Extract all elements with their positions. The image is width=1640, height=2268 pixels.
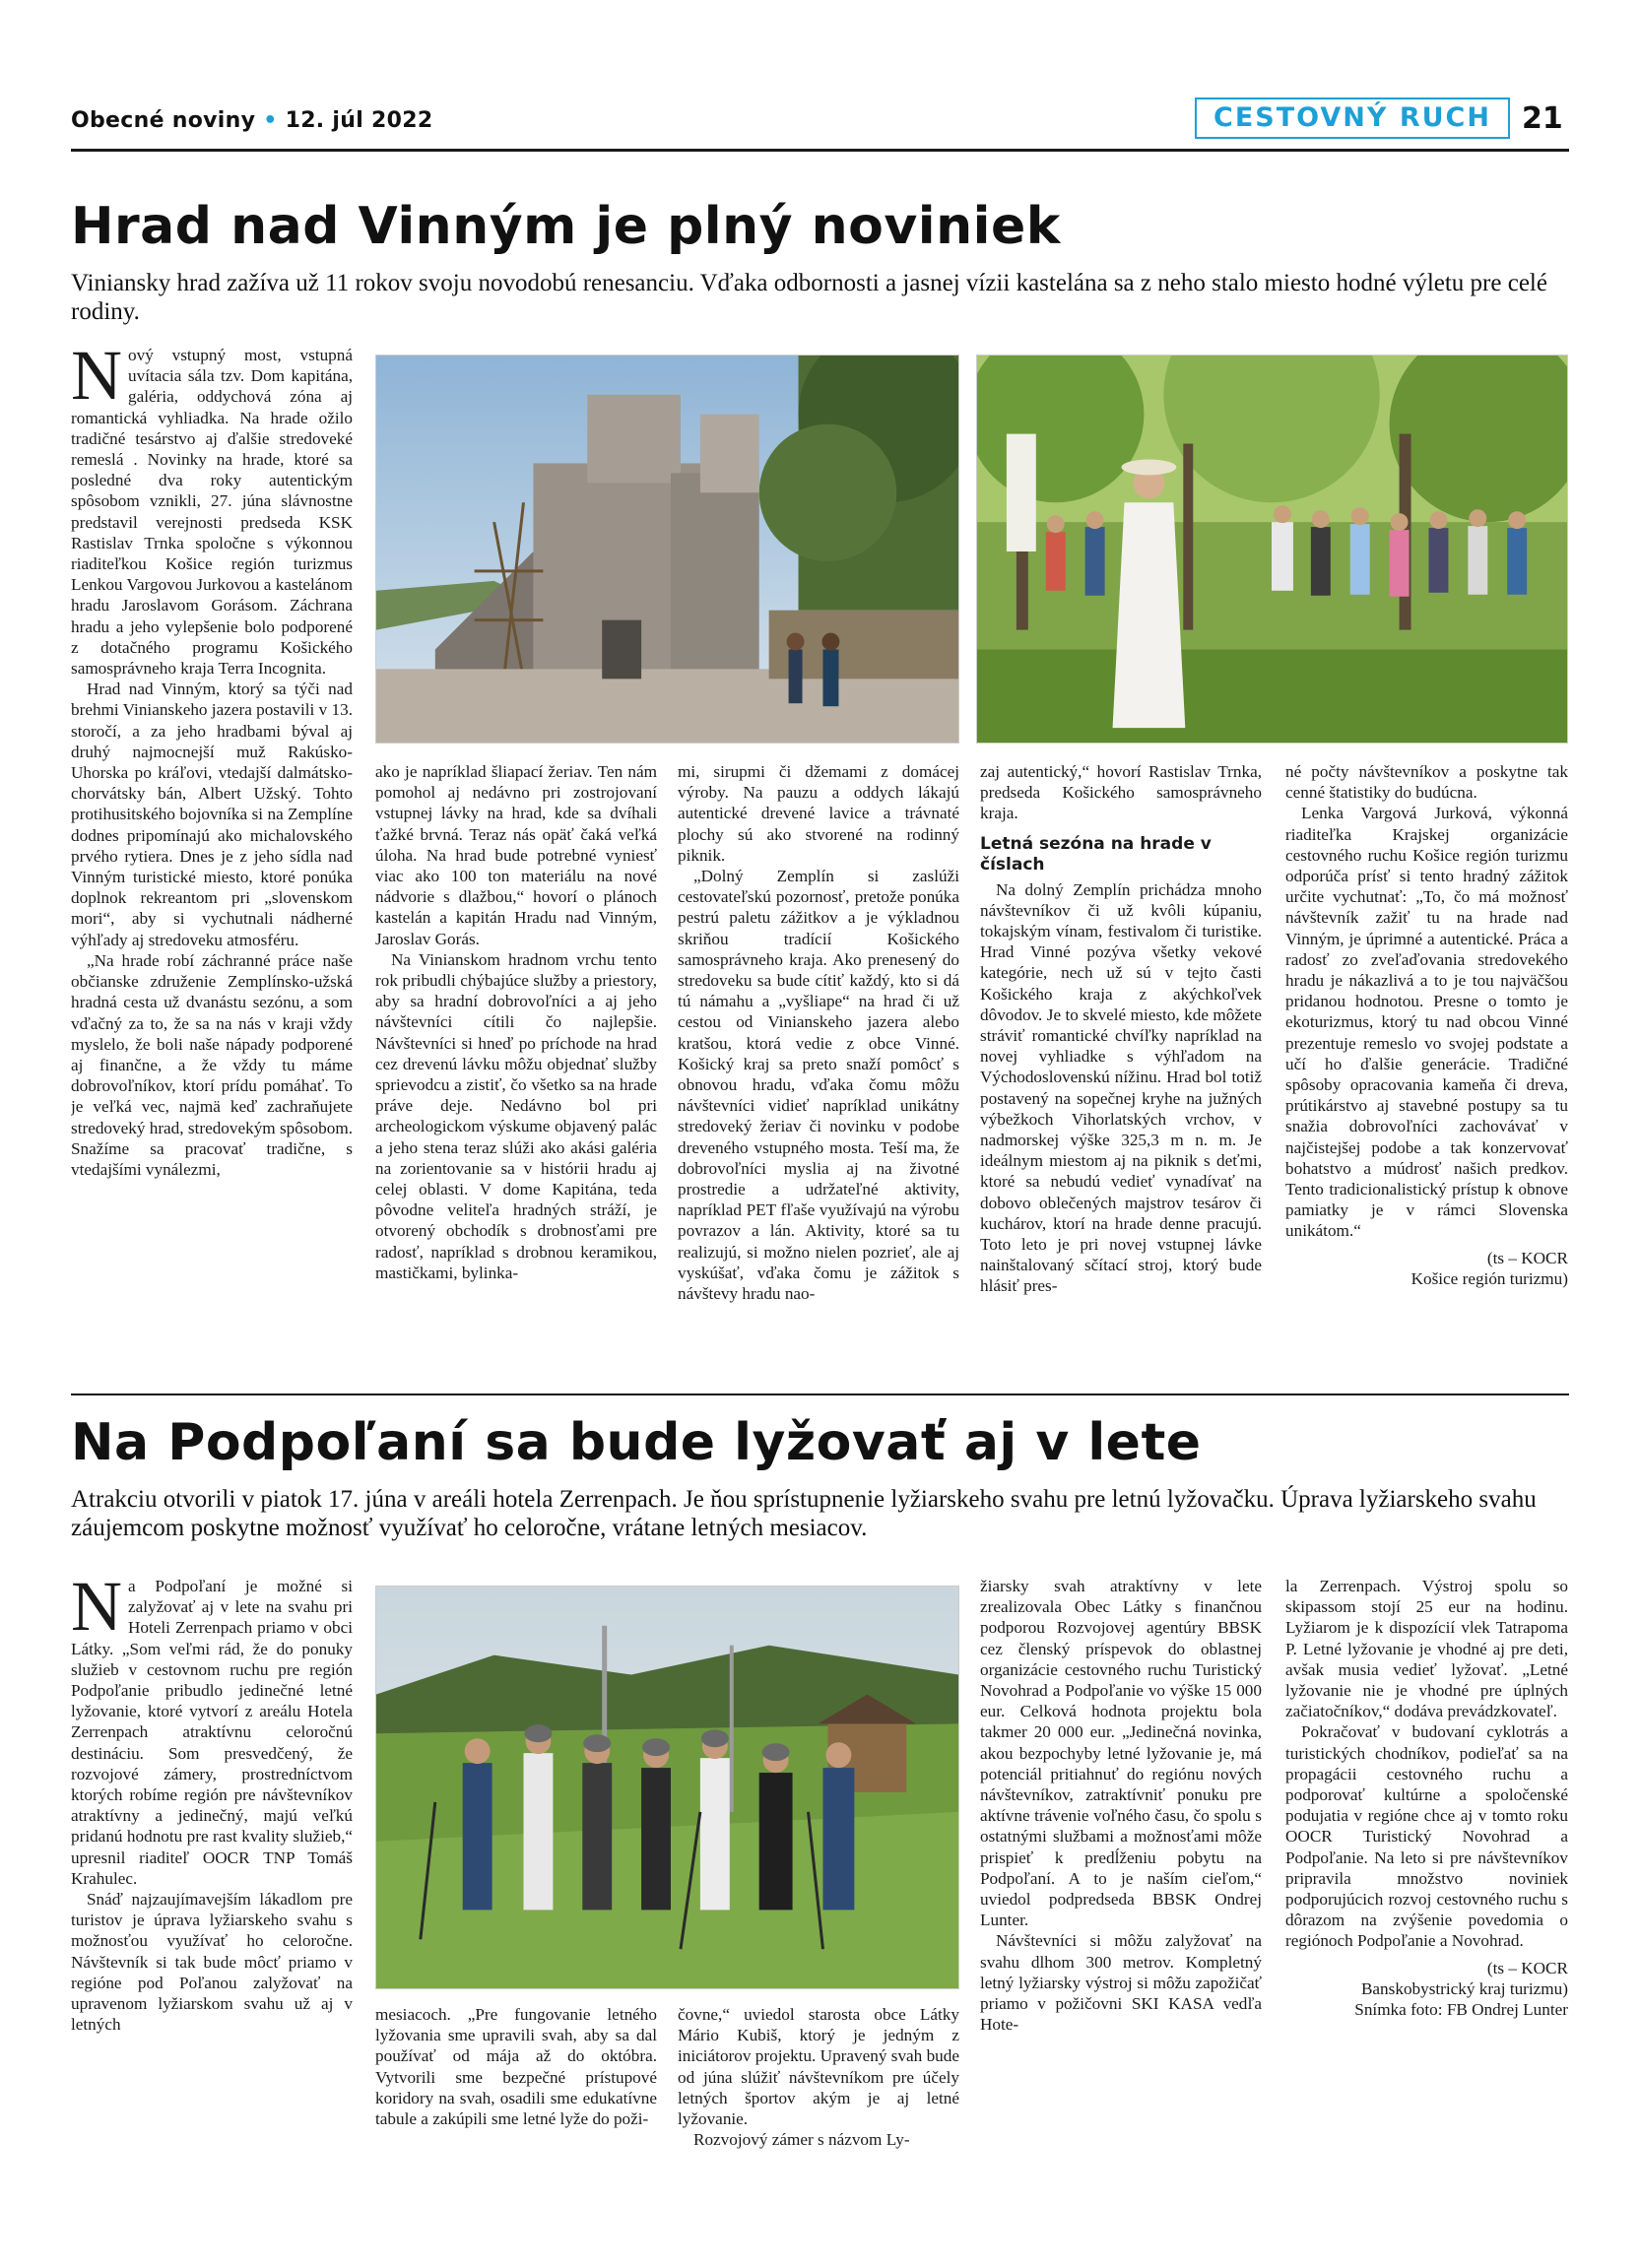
article2-column-5 [1285, 1576, 1568, 2201]
summer-skiers-photo [375, 1586, 959, 1989]
article1-column-4 [980, 761, 1262, 1389]
skiers-image [376, 1587, 958, 1988]
article1-signature [1285, 1248, 1568, 1289]
castle-image [376, 356, 958, 743]
article2-paragraph: žiarsky svah atraktívny v lete zrealizovala Obec Látky s finančnou podporou Rozvojovej agentúry BBSK cez členský príspevok do oblastnej organizácie cestovného ruchu Turistický Novohrad a Podpoľanie vo výške 15 000 eur. Celková hodnota projektu bola takmer 20 000 eur. „Jedinečná novinka, akou bezpochyby letné lyžovanie je, má potenciál pritiahnuť do regiónu nových návštevníkov, zatraktívniť ponuku pre aktívne trávenie voľného času, čo spolu s ostatnými službami a možnosťami môže prispieť k predĺženiu pobytu na Podpoľaní. A to je naším cieľom,“ uviedol podpredseda BBSK Ondrej Lunter. [980, 1577, 1262, 1930]
article1-title: Hrad nad Vinným je plný noviniek [71, 197, 1061, 256]
article1-column-1 [71, 345, 353, 1389]
article1-column-2 [375, 761, 657, 1389]
visitors-photo [976, 355, 1568, 744]
article2-lead: Atrakciu otvorili v piatok 17. júna v areáli hotela Zerrenpach. Je ňou sprístupnenie lyžiarskeho svahu pre letnú lyžovačku. Úprava lyžiarskeho svahu záujemcom poskytne možnosť využívať ho celoročne, vrátane letných mesiacov. [71, 1486, 1537, 1541]
article2-paragraph: Snáď najzaujímavejším lákadlom pre turistov je úprava lyžiarskeho svahu s možnosťou využívať ho celoročne. Návštevník si tak bude môcť priamo v regióne pod Poľanou zalyžovať na upravenom lyžiarskom svahu už aj v letných [71, 1890, 353, 2035]
article1-paragraph: „Na hrade robí záchranné práce naše občianske združenie Zemplínsko-užská hradná cesta už dvanástu sezónu, a som vďačný za to, že sa na nás v kraji vždy myslelo, že boli naše nápady podporené aj finančne, a že vždy tu máme dobrovoľníkov, ktorí prídu pomáhať. To je veľká vec, najmä keď zachraňujete stredoveký hrad, stredovekým spôsobom. Snažíme sa pracovať tradične, s vtedajšími vynálezmi, [71, 950, 353, 1179]
article1-paragraph: ako je napríklad šliapací žeriav. Ten nám pomohol aj nedávno pri zostrojovaní vstupnej lávky na hrad, kde sa dvíhali ťažké brvná. Teraz nás opäť čaká veľká úloha. Na hrad bude potrebné vyniesť viac ako 100 ton materiálu na nové nádvorie s dlažbou,“ hovorí o plánoch kastelán a kapitán Hradu nad Vinným, Jaroslav Gorás. [375, 762, 657, 948]
page-header-info [71, 108, 432, 133]
article2-paragraph: čovne,“ uviedol starosta obce Látky Mário Kubiš, ktorý je jedným z iniciátorov projektu. Upravený svah bude od júna slúžiť návštevníkom pre účely letných športov akým je aj letné lyžovanie. [678, 2005, 959, 2129]
separator-dot: • [263, 108, 278, 133]
signature-line: Košice región turizmu) [1410, 1268, 1568, 1288]
article2-paragraph: la Zerrenpach. Výstroj spolu so skipassom stojí 25 eur na hodinu. Lyžiarom je k dispozícií vlek Tatrapoma P. Letné lyžovanie je vhodné aj pre deti, avšak musia vedieť lyžovať. „Letné lyžovanie nie je vhodné pre úplných začiatočníkov,“ dodáva prevádzkovateľ. [1285, 1577, 1568, 1721]
article1-paragraph: Lenka Vargová Jurková, výkonná riaditeľka Krajskej organizácie cestovného ruchu Košice región turizmu odporúča prísť si tento hradný zážitok určite vychutnať: „To, čo má možnosť návštevník zažiť tu na hrade nad Vinným, je úprimné a autentické. Práca a radosť zo zveľaďovania stredovekého hradu je nákazlivá a to je tou najväčšou pridanou hodnotou. Presne o tomto je ekoturizmus, ktorý tu nad obcou Vinné prezentuje remeslo vo svojej podstate a učí ho ďalšie generácie. Tradičné spôsoby opracovania kameňa či dreva, prútikárstvo aj stavebné postupy sa tu snažia dobrovoľníci zachovávať v najčistejšej podobe a tak konzervovať bohatstvo a múdrosť našich predkov. Tento tradicionalistický prístup k obnove pamiatky je v rámci Slovenska unikátom.“ [1285, 804, 1568, 1241]
article2-title: Na Podpoľaní sa bude lyžovať aj v lete [71, 1413, 1202, 1472]
article2-paragraph: Pokračovať v budovaní cyklotrás a turistických chodníkov, podieľať sa na propagácii cestovného ruchu a podporovať kultúrne a spoločenské podujatia v regióne chce aj v tomto roku OOCR Turistický Novohrad a Podpoľanie. Na leto si pre návštevníkov pripravila množstvo noviniek podporujúcich rozvoj cestovného ruchu s dôrazom na zvýšenie povedomia o regiónoch Podpoľanie a Novohrad. [1285, 1722, 1568, 1951]
article2-column-1 [71, 1576, 353, 2201]
issue-date: 12. júl 2022 [285, 108, 433, 133]
article1-paragraph: Nový vstupný most, vstupná uvítacia sála tzv. Dom kapitána, galéria, oddychová zóna aj romantická vyhliadka. Na hrade ožilo tradičné tesárstvo aj ďalšie stredoveké remeslá . Novinky na hrade, ktoré sa posledné dva roky autentickým spôsobom vznikli, 27. júna slávnostne predstavil verejnosti predseda KSK Rastislav Trnka spoločne s výkonnou riaditeľkou Košice región turizmus Lenkou Vargovou Jurkovou a kastelánom hradu Jaroslavom Gorásom. Záchrana hradu a jeho vylepšenie bolo podporené z dotačného programu Košického samosprávneho kraja Terra Incognita. [71, 345, 353, 679]
article1-paragraph: „Dolný Zemplín si zaslúži cestovateľskú pozornosť, pretože ponúka pestrú paletu zážitkov a je výkladnou skriňou tradícií Košického samosprávneho kraja. Ako prenesený do stredoveku sa bude cítiť každý, kto si dá tú námahu a „vyšliape“ na hrad či už cestou od Vinianskeho jazera alebo kratšou, ktorá vedie z obce Vinné. Košický kraj sa preto snaží pomôcť s obnovou hradu, vďaka čomu môžu návštevníci vidieť napríklad unikátny stredoveký žeriav či novinku v podobe dreveného vstupného mosta. Teší ma, že dobrovoľníci myslia aj na životné prostredie a udržateľné aktivity, napríklad PET fľaše využívajú na výrobu povrazov a lán. Aktivity, ktoré sa tu realizujú, si možno nielen pozrieť, ale aj vyskúšať, vďaka čomu je zážitok s návštevy hradu nao- [678, 867, 959, 1304]
signature-line: Banskobystrický kraj turizmu) [1360, 1978, 1568, 1998]
article1-column-5 [1285, 761, 1568, 1389]
article1-column-3 [678, 761, 959, 1389]
newspaper-name: Obecné noviny [71, 108, 256, 133]
dropcap: N [71, 345, 122, 415]
castle-photo [375, 355, 959, 744]
article2-column-2 [375, 2004, 657, 2201]
article1-paragraph: zaj autentický,“ hovorí Rastislav Trnka, predseda Košického samosprávneho kraja. [980, 762, 1262, 823]
section-tag: CESTOVNÝ RUCH [1195, 97, 1510, 139]
article1-paragraph: Na dolný Zemplín prichádza mnoho návštevníkov či už kvôli kúpaniu, tokajským vínam, festivalom či turistike. Hrad Vinné pozýva všetky vekové kategórie, nech už sú v tejto časti Košického kraja z akýchkoľvek dôvodov. Je to skvelé miesto, kde môžete stráviť romantické chvíľky napríklad na novej vyhliadke s výhľadom na Východoslovenskú nížinu. Hrad bol totiž postavený na sopečnej kryhe na južných výbežkoch Vihorlatských vrchov, v nadmorskej výške 325,3 m n. m. Je ideálnym miestom aj na piknik s deťmi, ktoré sa nebudú vedieť vynadívať na dobovo oblečených majstrov tesárov či kuchárov, ktorí na hrade denne pracujú. Toto leto je pri novej vstupnej lávke nainštalovaný sčítací stroj, ktorý bude hlásiť pres- [980, 879, 1262, 1296]
article2-paragraph: Návštevníci si môžu zalyžovať na svahu dlhom 300 metrov. Kompletný letný lyžiarsky výstroj si môžu zapožičať priamo v požičovni SKI KASA vedľa Hote- [980, 1931, 1262, 2035]
article1-paragraph: mi, sirupmi či džemami z domácej výroby. Na pauzu a oddych lákajú autentické drevené lavice a trávnaté plochy sú ako stvorené na rodinný piknik. [678, 762, 959, 865]
article1-subheading: Letná sezóna na hrade v číslach [980, 833, 1212, 875]
article2-paragraph: Rozvojový zámer s názvom Ly- [693, 2130, 910, 2150]
visitors-image [977, 356, 1567, 743]
article1-paragraph: Na Vinianskom hradnom vrchu tento rok pribudli chýbajúce služby a priestory, aby sa hradní dobrovoľníci a aj jeho návštevníci cítili čo najlepšie. Návštevníci si hneď po príchode na hrad cez drevenú lávku môžu objednať služby sprievodcu a zistiť, čo všetko sa na hrade práve deje. Nedávno bol pri archeologickom výskume objavený palác a jeho stena teraz slúži ako akási galéria na zorientovanie sa v histórii hradu aj celej oblasti. V dome Kapitána, teda pôvodne veliteľa hradných stráží, je otvorený obchodík s drobnosťami pre radosť, napríklad s drobnou keramikou, mastičkami, bylinka- [375, 949, 657, 1282]
page-number: 21 [1522, 101, 1563, 136]
article1-paragraph: Hrad nad Vinným, ktorý sa týči nad brehmi Vinianskeho jazera postavili v 13. storočí, a za jeho hradbami býval aj druhý najmocnejší muž Rakúsko-Uhorska po kráľovi, vtedajší dalmátsko-chorvátsky bán, Albert Užský. Tohto protihusitského bojovníka si na Zemplíne dodnes pripomínajú ako michalovského prvého rytiera. Dnes je z jeho sídla nad Vinným turistické miesto, ktoré ponúka doplnok rekreantom pri „slovenskom mori“, aby si vychutnali nádherné výhľady aj stredoveku atmosféru. [71, 680, 353, 949]
article-divider [71, 1393, 1569, 1395]
article2-paragraph: Na Podpoľaní je možné si zalyžovať aj v lete na svahu pri Hoteli Zerrenpach priamo v obci Látky. „Som veľmi rád, že do ponuky služieb v cestovnom ruchu pre región Podpoľanie pribudlo jedinečné letné lyžovanie, ktoré vytvorí z areálu Hotela Zerrenpach atraktívnu celoročnú destináciu. Som presvedčený, že rozvojové zámery, prostredníctvom ktorých robíme región pre návštevníkov atraktívny a jedinečný, majú veľkú pridanú hodnotu pre rast kvality služieb,“ upresnil riaditeľ OOCR TNP Tomáš Krahulec. [71, 1576, 353, 1888]
signature-line: (ts – KOCR [1486, 1248, 1568, 1267]
photo-credit: Snímka foto: FB Ondrej Lunter [1354, 2000, 1568, 2020]
header-rule [71, 149, 1569, 152]
article2-column-4 [980, 1576, 1262, 2201]
dropcap: N [71, 1576, 122, 1646]
article1-paragraph: né počty návštevníkov a poskytne tak cenné štatistiky do budúcna. [1285, 762, 1568, 803]
article2-column-3 [678, 2004, 959, 2201]
article2-paragraph: mesiacoch. „Pre fungovanie letného lyžovania sme upravili svah, aby sa dal používať od mája až do októbra. Vytvorili sme bezpečné prístupové koridory na svah, osadili sme edukatívne tabule a zakúpili sme letné lyže do poži- [375, 2005, 657, 2129]
signature-line: (ts – KOCR [1486, 1958, 1568, 1977]
article2-signature [1285, 1958, 1568, 2021]
article1-lead: Viniansky hrad zažíva už 11 rokov svoju novodobú renesanciu. Vďaka odbornosti a jasnej vízii kastelána sa z neho stalo miesto hodné výletu pre celé rodiny. [71, 270, 1547, 325]
